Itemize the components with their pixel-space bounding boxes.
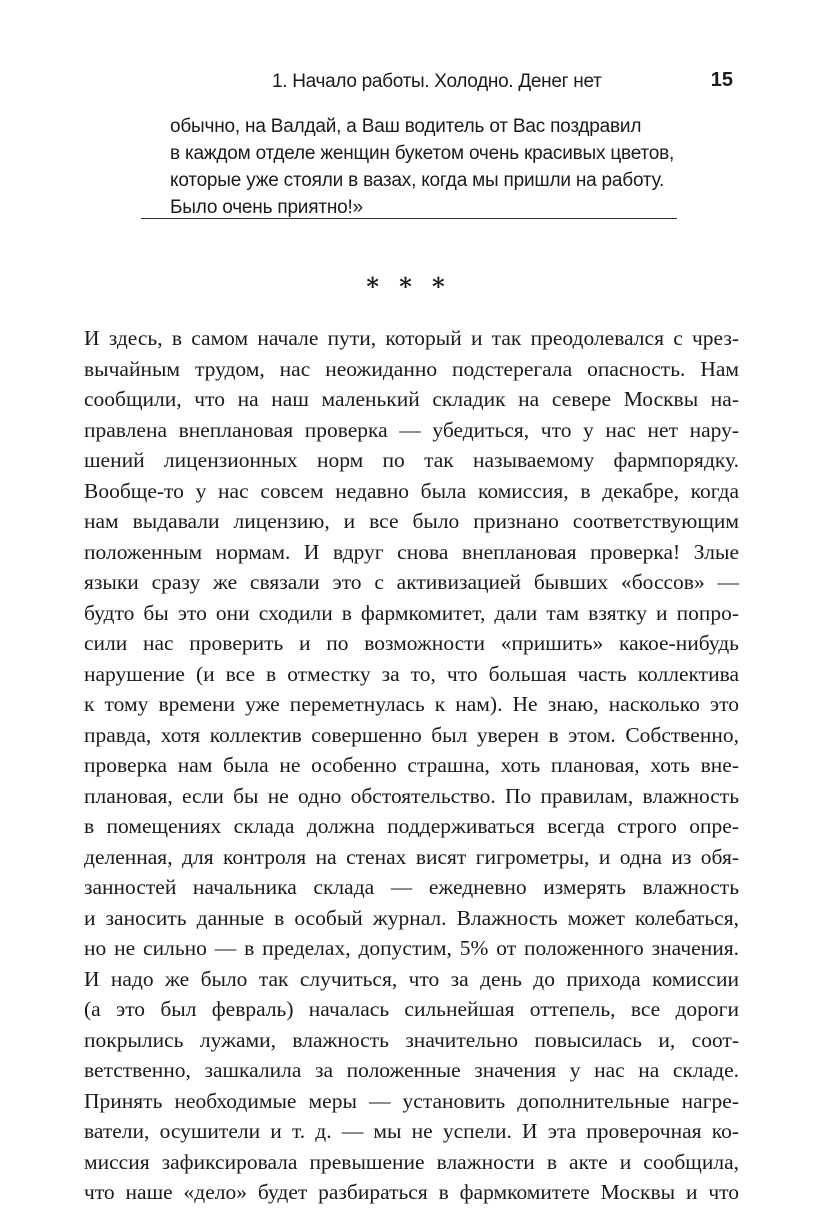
body-line: вычайным трудом, нас неожиданно подстерегала опасность. Нам bbox=[84, 356, 739, 381]
body-line: правлена внеплановая проверка — убедиться, что у нас нет нару- bbox=[84, 417, 739, 442]
body-line: нам выдавали лицензию, и все было признано соответствующим bbox=[84, 509, 739, 533]
body-line: сообщили, что на наш маленький складик на севере Москвы на- bbox=[84, 387, 739, 411]
body-line: шений лицензионных норм по так называемому фармпорядку. bbox=[84, 448, 739, 472]
running-title: 1. Начало работы. Холодно. Денег нет bbox=[272, 71, 602, 92]
body-line: будто бы это они сходили в фармкомитет, дали там взятку и попро- bbox=[84, 600, 739, 625]
body-paragraph bbox=[84, 323, 739, 1208]
body-line: И надо же было так случиться, что за день до прихода комиссии bbox=[84, 966, 739, 991]
body-line: занностей начальника склада — ежедневно измерять влажность bbox=[84, 875, 739, 899]
body-line: правда, хотя коллектив совершенно был уверен в этом. Собственно, bbox=[84, 722, 739, 747]
body-line: положенным нормам. И вдруг снова внеплановая проверка! Злые bbox=[84, 539, 739, 564]
body-line: деленная, для контроля на стенах висят гигрометры, и одна из обя- bbox=[84, 844, 739, 869]
body-line: миссия зафиксировала превышение влажности в акте и сообщила, bbox=[84, 1149, 739, 1174]
body-line: что наше «дело» будет разбираться в фармкомитете Москвы и что bbox=[84, 1180, 739, 1204]
page-number: 15 bbox=[710, 69, 733, 91]
body-line: к тому времени уже переметнулась к нам). Не знаю, насколько это bbox=[84, 692, 739, 716]
body-line: (а это был февраль) началась сильнейшая оттепель, все дороги bbox=[84, 997, 739, 1021]
body-line: проверка нам была не особенно страшна, хоть плановая, хоть вне- bbox=[84, 753, 739, 777]
body-line: Принять необходимые меры — установить дополнительные нагре- bbox=[84, 1088, 739, 1113]
body-line: сили нас проверить и по возможности «пришить» какое-нибудь bbox=[84, 631, 739, 655]
body-line: языки сразу же связали это с активизацией бывших «боссов» — bbox=[84, 570, 739, 594]
body-line: Вообще-то у нас совсем недавно была комиссия, в декабре, когда bbox=[84, 478, 739, 503]
body-line: но не сильно — в пределах, допустим, 5% от положенного значения. bbox=[84, 936, 739, 960]
quote-block bbox=[170, 113, 690, 221]
page-header bbox=[0, 68, 817, 98]
quote-bottom-rule bbox=[141, 218, 677, 219]
quote-line: обычно, на Валдай, а Ваш водитель от Вас поздравил bbox=[170, 116, 642, 137]
body-line: и заносить данные в особый журнал. Влажность может колебаться, bbox=[84, 905, 739, 930]
body-line: нарушение (и все в отместку за то, что большая часть коллектива bbox=[84, 661, 739, 686]
body-line: покрылись лужами, влажность значительно повысилась и, соот- bbox=[84, 1027, 739, 1052]
section-separator: * * * bbox=[366, 272, 451, 301]
body-line: ватели, осушители и т. д. — мы не успели. И эта проверочная ко- bbox=[84, 1119, 739, 1143]
quote-line: которые уже стояли в вазах, когда мы пришли на работу. bbox=[170, 170, 665, 191]
body-line: И здесь, в самом начале пути, который и так преодолевался с чрез- bbox=[84, 326, 739, 350]
body-line: в помещениях склада должна поддерживаться всегда строго опре- bbox=[84, 814, 739, 838]
body-line: плановая, если бы не одно обстоятельство. По правилам, влажность bbox=[84, 783, 739, 808]
body-line: ветственно, зашкалила за положенные значения у нас на складе. bbox=[84, 1058, 739, 1082]
quote-line: Было очень приятно!» bbox=[170, 197, 363, 218]
quote-line: в каждом отделе женщин букетом очень красивых цветов, bbox=[170, 143, 675, 164]
